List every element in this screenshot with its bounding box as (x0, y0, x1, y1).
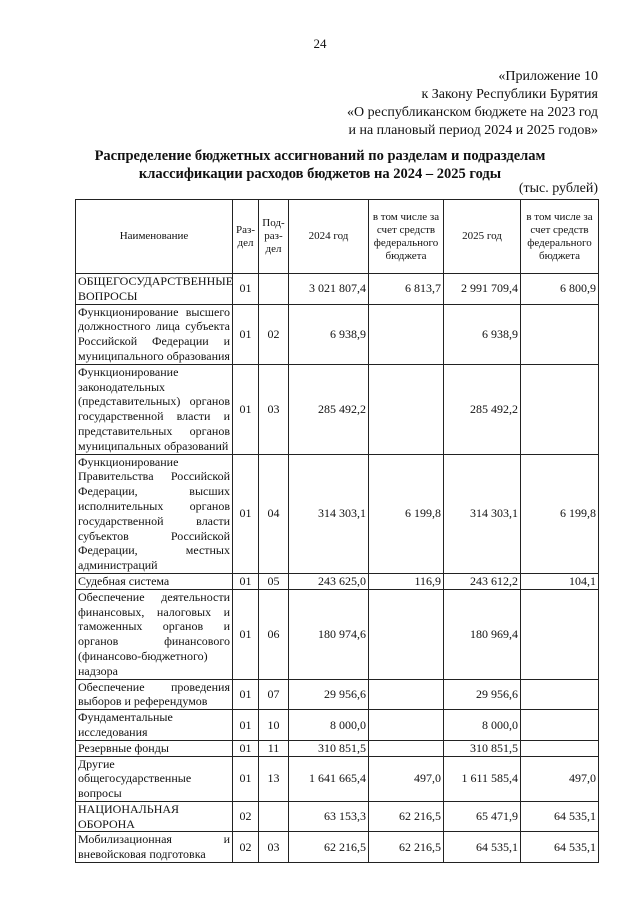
row-federal-2024 (369, 304, 444, 364)
row-subsection (259, 274, 289, 305)
row-section: 01 (233, 573, 259, 589)
row-federal-2024: 62 216,5 (369, 832, 444, 863)
row-section: 01 (233, 454, 259, 573)
row-section: 02 (233, 801, 259, 832)
row-federal-2024: 116,9 (369, 573, 444, 589)
row-2025: 285 492,2 (444, 364, 521, 454)
header-name: Наименование (76, 200, 233, 274)
table-row (76, 710, 599, 741)
row-federal-2025: 104,1 (521, 573, 599, 589)
table-row (76, 679, 599, 710)
document-title (0, 147, 640, 183)
table-row (76, 274, 599, 305)
row-name: НАЦИОНАЛЬНАЯ ОБОРОНА (76, 801, 233, 832)
row-2024: 243 625,0 (289, 573, 369, 589)
header-federal-2024: в том числе за счет средств федерального бюджета (369, 200, 444, 274)
row-section: 01 (233, 274, 259, 305)
row-subsection: 07 (259, 679, 289, 710)
header-subsection: Под-раз-дел (259, 200, 289, 274)
appendix-line: и на плановый период 2024 и 2025 годов» (348, 123, 598, 138)
row-federal-2025 (521, 679, 599, 710)
row-name: Обеспечение деятельности финансовых, налоговых и таможенных органов и органов финансового (финансово-бюджетного) надзора (76, 589, 233, 679)
row-2024: 3 021 807,4 (289, 274, 369, 305)
row-federal-2025: 6 199,8 (521, 454, 599, 573)
title-line: Распределение бюджетных ассигнований по разделам и подразделам (94, 148, 546, 164)
row-subsection: 04 (259, 454, 289, 573)
row-2025: 314 303,1 (444, 454, 521, 573)
row-2024: 63 153,3 (289, 801, 369, 832)
table-row (76, 740, 599, 756)
row-2024: 1 641 665,4 (289, 756, 369, 801)
row-2024: 29 956,6 (289, 679, 369, 710)
row-subsection: 03 (259, 364, 289, 454)
row-name: Функционирование Правительства Российской Федерации, высших исполнительных органов государственной власти субъектов Российской Федерации, местных администраций (76, 454, 233, 573)
row-2024: 6 938,9 (289, 304, 369, 364)
budget-table (75, 199, 599, 863)
row-2024: 8 000,0 (289, 710, 369, 741)
row-section: 01 (233, 304, 259, 364)
row-name: Другие общегосударственные вопросы (76, 756, 233, 801)
row-name: Резервные фонды (76, 740, 233, 756)
row-subsection: 10 (259, 710, 289, 741)
appendix-line: к Закону Республики Бурятия (421, 87, 598, 102)
appendix-line: «О республиканском бюджете на 2023 год (347, 105, 598, 120)
row-federal-2024 (369, 589, 444, 679)
row-subsection: 06 (259, 589, 289, 679)
row-subsection: 11 (259, 740, 289, 756)
row-2025: 6 938,9 (444, 304, 521, 364)
table-row (76, 589, 599, 679)
row-subsection (259, 801, 289, 832)
appendix-heading (347, 68, 598, 140)
row-section: 01 (233, 740, 259, 756)
row-name: ОБЩЕГОСУДАРСТВЕННЫЕ ВОПРОСЫ (76, 274, 233, 305)
row-subsection: 05 (259, 573, 289, 589)
row-federal-2025 (521, 589, 599, 679)
row-name: Судебная система (76, 573, 233, 589)
row-2025: 243 612,2 (444, 573, 521, 589)
row-federal-2024 (369, 740, 444, 756)
row-federal-2025 (521, 304, 599, 364)
row-name: Фундаментальные исследования (76, 710, 233, 741)
table-row (76, 454, 599, 573)
units-label: (тыс. рублей) (518, 181, 598, 196)
title-line: классификации расходов бюджетов на 2024 – 2025 годы (138, 166, 502, 182)
row-federal-2025: 6 800,9 (521, 274, 599, 305)
header-2024: 2024 год (289, 200, 369, 274)
row-2024: 285 492,2 (289, 364, 369, 454)
table-header-row (76, 200, 599, 274)
row-federal-2025 (521, 364, 599, 454)
row-federal-2025 (521, 710, 599, 741)
table-row (76, 364, 599, 454)
table-row (76, 801, 599, 832)
row-2025: 180 969,4 (444, 589, 521, 679)
table-row (76, 756, 599, 801)
row-federal-2024: 497,0 (369, 756, 444, 801)
header-section: Раз-дел (233, 200, 259, 274)
row-subsection: 13 (259, 756, 289, 801)
row-name: Функционирование высшего должностного лица субъекта Российской Федерации и муниципального образования (76, 304, 233, 364)
row-section: 01 (233, 710, 259, 741)
row-2025: 8 000,0 (444, 710, 521, 741)
row-subsection: 03 (259, 832, 289, 863)
row-federal-2025: 64 535,1 (521, 801, 599, 832)
row-federal-2025: 497,0 (521, 756, 599, 801)
row-section: 01 (233, 756, 259, 801)
row-2024: 314 303,1 (289, 454, 369, 573)
header-federal-2025: в том числе за счет средств федерального бюджета (521, 200, 599, 274)
row-federal-2024 (369, 679, 444, 710)
row-2025: 29 956,6 (444, 679, 521, 710)
row-2024: 310 851,5 (289, 740, 369, 756)
row-name: Обеспечение проведения выборов и референдумов (76, 679, 233, 710)
row-section: 01 (233, 364, 259, 454)
row-federal-2024 (369, 364, 444, 454)
row-2025: 2 991 709,4 (444, 274, 521, 305)
row-name: Функционирование законодательных (представительных) органов государственной власти и представительных органов муниципальных образований (76, 364, 233, 454)
page-number: 24 (313, 36, 327, 51)
row-federal-2025 (521, 740, 599, 756)
row-subsection: 02 (259, 304, 289, 364)
row-federal-2025: 64 535,1 (521, 832, 599, 863)
row-2025: 64 535,1 (444, 832, 521, 863)
table-row (76, 573, 599, 589)
row-2025: 65 471,9 (444, 801, 521, 832)
row-section: 01 (233, 589, 259, 679)
appendix-line: «Приложение 10 (498, 69, 598, 84)
row-name: Мобилизационная и вневойсковая подготовка (76, 832, 233, 863)
row-federal-2024: 6 813,7 (369, 274, 444, 305)
row-federal-2024: 62 216,5 (369, 801, 444, 832)
row-2024: 62 216,5 (289, 832, 369, 863)
row-section: 02 (233, 832, 259, 863)
row-2025: 1 611 585,4 (444, 756, 521, 801)
table-row (76, 304, 599, 364)
row-2024: 180 974,6 (289, 589, 369, 679)
row-federal-2024 (369, 710, 444, 741)
row-federal-2024: 6 199,8 (369, 454, 444, 573)
row-section: 01 (233, 679, 259, 710)
header-2025: 2025 год (444, 200, 521, 274)
table-row (76, 832, 599, 863)
row-2025: 310 851,5 (444, 740, 521, 756)
